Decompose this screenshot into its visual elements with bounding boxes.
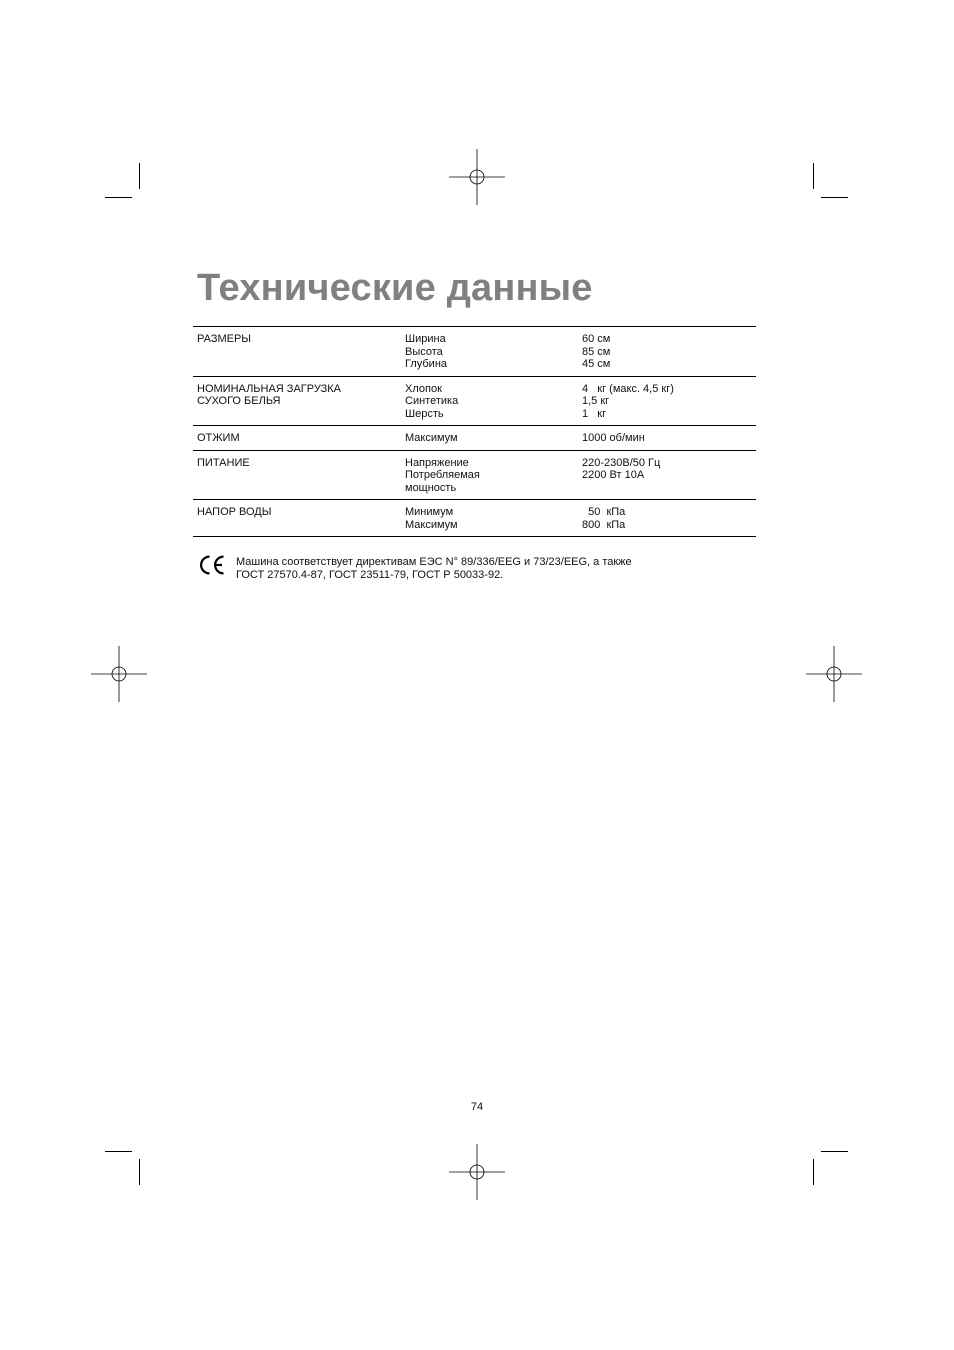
spec-item: Синтетика [405, 395, 459, 407]
crop-mark-bottom-left-vertical [139, 1159, 140, 1185]
crop-mark-bottom-right-horizontal [821, 1151, 848, 1152]
spec-category-line: ОТЖИМ [197, 432, 240, 444]
crop-mark-top-left-horizontal [105, 197, 132, 198]
spec-row-power [193, 451, 756, 501]
spec-value: 1000 об/мин [582, 432, 645, 444]
spec-item: мощность [405, 481, 457, 494]
spec-category [197, 333, 397, 346]
spec-value: 45 см [582, 358, 611, 370]
spec-category [197, 432, 397, 445]
spec-row-dimensions [193, 327, 756, 377]
spec-item: Глубина [405, 358, 448, 370]
spec-values [582, 333, 752, 371]
crop-mark-top-right-vertical [813, 163, 814, 189]
spec-item: Высота [405, 345, 443, 358]
page-number: 74 [470, 1101, 484, 1113]
spec-category-line: ПИТАНИЕ [197, 456, 250, 469]
spec-item: Напряжение [405, 456, 469, 469]
spec-item: Шерсть [405, 407, 444, 420]
spec-value: 50 кПа [582, 506, 626, 518]
spec-values [582, 432, 752, 445]
spec-value: 4 кг (макс. 4,5 кг) [582, 382, 674, 395]
registration-mark-bottom-icon [449, 1144, 505, 1200]
spec-category-line: СУХОГО БЕЛЬЯ [197, 395, 281, 407]
spec-row-spin [193, 426, 756, 451]
crop-mark-bottom-right-vertical [813, 1159, 814, 1185]
page-title: Технические данные [197, 267, 593, 309]
spec-category [197, 383, 397, 408]
spec-value: 220-230В/50 Гц [582, 456, 661, 469]
spec-values [582, 457, 752, 495]
spec-value: 60 см [582, 333, 611, 345]
spec-value: 2200 Вт 10А [582, 469, 645, 481]
spec-values [582, 506, 752, 531]
spec-row-water-pressure [193, 500, 756, 537]
compliance-note [197, 554, 757, 581]
spec-items [405, 506, 582, 531]
spec-items [405, 432, 582, 445]
spec-category [197, 506, 397, 519]
spec-item: Максимум [405, 432, 458, 444]
spec-item: Ширина [405, 333, 446, 345]
spec-item: Максимум [405, 518, 458, 531]
spec-items [405, 457, 582, 495]
registration-mark-right-icon [806, 646, 862, 702]
spec-category-line: НОМИНАЛЬНАЯ ЗАГРУЗКА [197, 382, 341, 395]
spec-item: Хлопок [405, 382, 442, 395]
spec-items [405, 383, 582, 421]
crop-mark-bottom-left-horizontal [105, 1151, 132, 1152]
registration-mark-top-icon [449, 149, 505, 205]
ce-mark-icon [197, 554, 227, 576]
spec-value: 800 кПа [582, 518, 626, 531]
spec-table [193, 326, 756, 537]
spec-category-line: НАПОР ВОДЫ [197, 506, 272, 518]
spec-values [582, 383, 752, 421]
crop-mark-top-right-horizontal [821, 197, 848, 198]
spec-items [405, 333, 582, 371]
spec-category-line: РАЗМЕРЫ [197, 333, 252, 345]
compliance-text [236, 554, 632, 581]
spec-value: 1 кг [582, 407, 607, 420]
crop-mark-top-left-vertical [139, 163, 140, 189]
spec-item: Минимум [405, 506, 454, 518]
compliance-line: ГОСТ 27570.4-87, ГОСТ 23511-79, ГОСТ Р 50033-92. [236, 568, 504, 581]
spec-value: 1,5 кг [582, 395, 610, 407]
spec-value: 85 см [582, 345, 611, 358]
registration-mark-left-icon [91, 646, 147, 702]
spec-row-load [193, 377, 756, 427]
compliance-line: Машина соответствует директивам ЕЭС N° 89/336/EEG и 73/23/EEG, а также [236, 556, 632, 568]
spec-item: Потребляемая [405, 469, 480, 481]
spec-category [197, 457, 397, 470]
